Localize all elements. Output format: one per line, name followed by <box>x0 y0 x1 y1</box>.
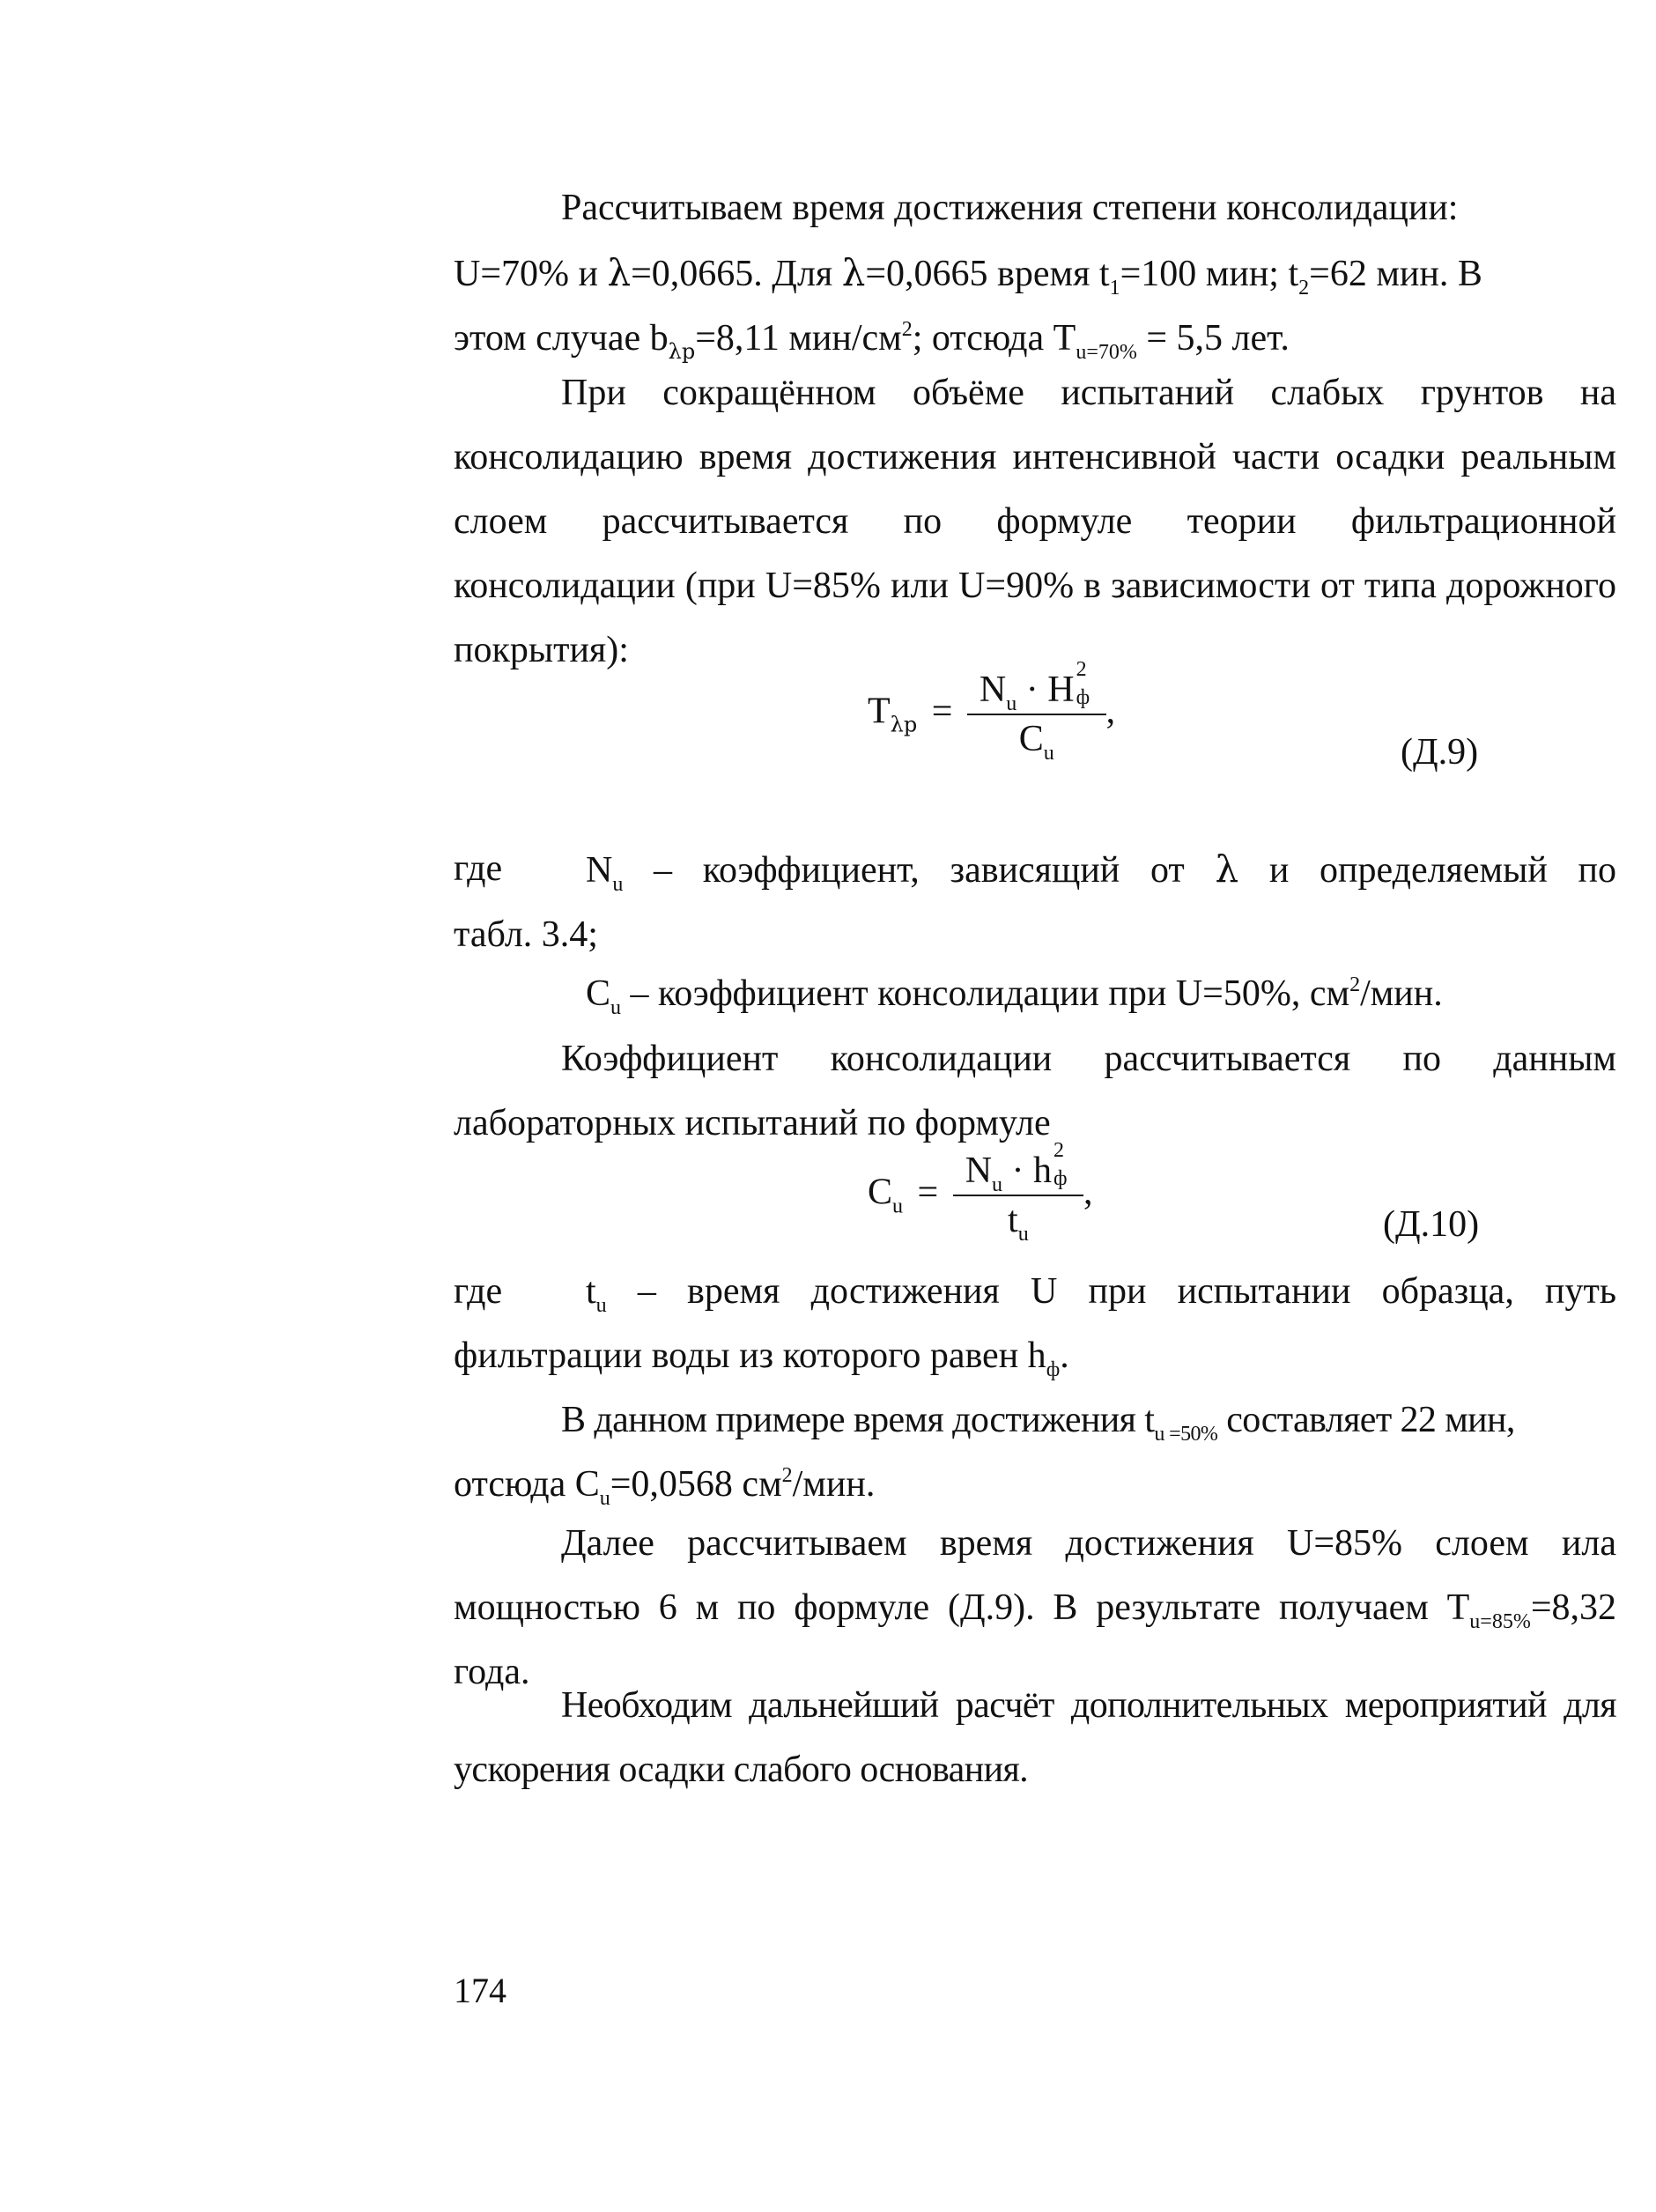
p1-text-e: =0,0665 время t <box>865 254 1110 294</box>
lambda-symbol: λ <box>607 251 632 294</box>
p6-text: Необходим дальнейший расчёт дополнительных мероприятий для ускорения осадки слабого основания. <box>454 1685 1616 1790</box>
p1-text-a: U=70% и <box>454 254 608 294</box>
where-tu-text <box>586 1260 1616 1324</box>
superscript: 2 <box>1076 658 1087 681</box>
subscript: u=85% <box>1469 1610 1531 1633</box>
p1-text-3c: =8,11 мин/см <box>695 318 902 359</box>
p1-text-c: =0,0665. Для <box>631 254 842 294</box>
fraction <box>967 658 1106 765</box>
where-cu-text: – коэффициент консолидации при U=50%, см <box>621 973 1350 1014</box>
den-symbol: C <box>1018 719 1044 759</box>
den-symbol: t <box>1008 1200 1018 1240</box>
formula-lhs: C <box>868 1172 893 1213</box>
num-dot: · H <box>1017 670 1075 710</box>
sup-sub-stack <box>1075 658 1094 709</box>
subscript: ф <box>1046 1358 1061 1381</box>
where-word: где <box>454 1271 503 1312</box>
paragraph-example-cu <box>454 1388 1616 1517</box>
where-tu-line2a: фильтрации воды из которого равен h <box>454 1335 1046 1376</box>
paragraph-reduced-testing <box>454 361 1616 683</box>
where-tu-line2 <box>454 1324 1616 1388</box>
superscript: 2 <box>1053 1139 1065 1162</box>
where-nu-text <box>586 837 1616 903</box>
eq10-label-text: (Д.10) <box>1383 1204 1480 1245</box>
subscript: u=70% <box>1076 341 1137 364</box>
subscript: u =50% <box>1154 1423 1218 1446</box>
num-symbol: N <box>965 1150 993 1191</box>
p1-line1 <box>454 176 1616 240</box>
where-word: где <box>454 848 503 889</box>
where-nu-text1: – коэффициент, зависящий от <box>623 850 1216 891</box>
p4-text-h: /мин. <box>792 1464 876 1505</box>
comma: , <box>1083 1172 1093 1213</box>
paragraph-consolidation-coeff <box>454 1027 1616 1156</box>
paragraph-consolidation-time <box>454 176 1616 371</box>
period: . <box>1060 1335 1069 1376</box>
p1-line2 <box>454 240 1616 307</box>
subscript: 2 <box>1298 277 1310 300</box>
denominator <box>967 715 1106 765</box>
subscript: u <box>595 1294 607 1317</box>
sup-sub-stack <box>1052 1139 1071 1190</box>
equals-sign: = <box>917 1172 939 1213</box>
subscript: u <box>992 1173 1003 1196</box>
p1-text-g: =100 мин; t <box>1120 254 1299 294</box>
where-tu-text1: – время достижения U при испытании образца, путь <box>606 1271 1616 1312</box>
subscript: 1 <box>1109 277 1120 300</box>
p4-text-c: составляет 22 мин, <box>1217 1400 1515 1440</box>
page-number: 174 <box>454 1971 506 2010</box>
denominator <box>953 1196 1083 1246</box>
p4-text-a: В данном примере время достижения t <box>561 1400 1155 1440</box>
subscript: u <box>1017 1223 1029 1246</box>
formula-d9 <box>868 658 1116 765</box>
superscript: 2 <box>1349 973 1361 996</box>
p4-text-f: =0,0568 см <box>610 1464 782 1505</box>
p1-text-3e: ; отсюда T <box>912 318 1076 359</box>
equation-label-d9 <box>1401 731 1478 773</box>
p1-text-3a: этом случае b <box>454 318 669 359</box>
subscript: u <box>610 996 622 1019</box>
cu-symbol: C <box>586 973 611 1014</box>
p2-text: При сокращённом объёме испытаний слабых грунтов на консолидацию время достижения интенсивной части осадки реальным слоем рассчитывается по формуле теории фильтрационной консолидации (при U=85% или U=90% в зависимости от типа дорожного покрытия): <box>454 373 1616 670</box>
p5-text-c: =8,32 года. <box>454 1587 1616 1692</box>
p4-line1 <box>454 1388 1616 1453</box>
where-nu-line1 <box>454 837 1616 903</box>
subscript: ф <box>1076 686 1090 709</box>
tu-symbol: t <box>586 1271 596 1312</box>
p1-line1-text: Рассчитываем время достижения степени консолидации: <box>561 188 1459 228</box>
equals-sign: = <box>931 691 953 732</box>
p4-text-d: отсюда C <box>454 1464 600 1505</box>
p5-text-a: Далее рассчитываем время достижения U=85% слоем ила мощностью 6 м по формуле (Д.9). В результате получаем T <box>454 1523 1616 1628</box>
comma: , <box>1105 691 1116 732</box>
where-cu <box>586 962 1443 1026</box>
nu-symbol: N <box>586 850 613 891</box>
subscript: u <box>612 873 624 896</box>
superscript: 2 <box>901 318 913 341</box>
p3-text: Коэффициент консолидации рассчитывается по данным лабораторных испытаний по формуле <box>454 1039 1616 1143</box>
num-dot: · h <box>1002 1150 1053 1191</box>
subscript: u <box>1043 742 1054 765</box>
lambda-symbol: λ <box>1215 847 1239 891</box>
formula-lhs: T <box>868 691 891 732</box>
where-nu-text2: и определяемый по <box>1238 850 1616 891</box>
where-nu-line2: табл. 3.4; <box>454 914 598 955</box>
where-tu-line1 <box>454 1260 1616 1324</box>
p4-line2 <box>454 1453 1616 1517</box>
formula-d10 <box>868 1139 1093 1246</box>
where-nu <box>454 837 1616 967</box>
subscript: λр <box>668 339 696 364</box>
numerator <box>953 1139 1083 1196</box>
where-tu <box>454 1260 1616 1388</box>
fraction <box>953 1139 1083 1246</box>
equation-label-d10 <box>1383 1203 1479 1246</box>
lambda-symbol: λ <box>841 251 866 294</box>
numerator <box>967 658 1106 715</box>
p1-text-i: =62 мин. В <box>1309 254 1482 294</box>
p1-text-3g: = 5,5 лет. <box>1136 318 1290 359</box>
subscript: u <box>599 1487 610 1510</box>
subscript: ф <box>1053 1167 1068 1190</box>
where-cu-tail: /мин. <box>1360 973 1443 1014</box>
eq9-label-text: (Д.9) <box>1401 732 1479 773</box>
subscript: u <box>1006 692 1017 715</box>
num-symbol: N <box>979 670 1007 710</box>
subscript: u <box>892 1195 904 1218</box>
subscript: λр <box>890 712 918 737</box>
paragraph-conclusion <box>454 1674 1616 1802</box>
superscript: 2 <box>781 1464 793 1487</box>
